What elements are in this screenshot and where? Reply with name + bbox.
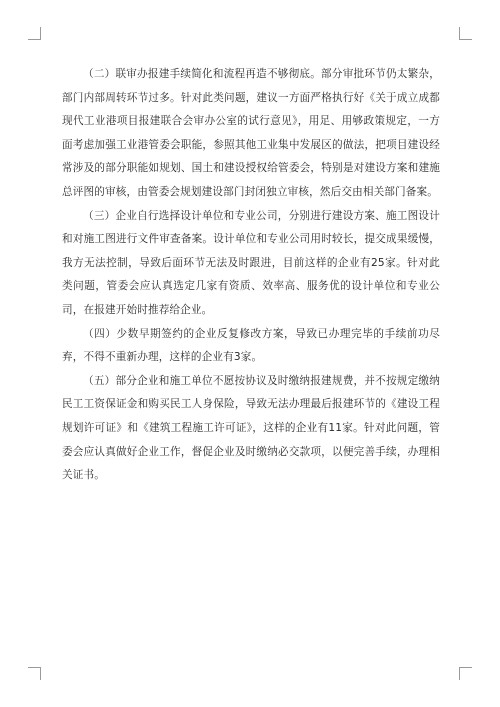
crop-mark-bottom-left <box>28 667 41 680</box>
document-body <box>62 63 440 488</box>
paragraph-four: （四）少数早期签约的企业反复修改方案，导致已办理完毕的手续前功尽弃，不得不重新办理，这样的企业有3家。 <box>62 327 440 364</box>
paragraph-two: （二）联审办报建手续简化和流程再造不够彻底。部分审批环节仍太繁杂，部门内部周转环节过多。针对此类问题，建议一方面严格执行好《关于成立成都现代工业港项目报建联合会审办公室的试行意见》，用足、用够政策规定，一方面考虑加强工业港管委会职能，参照其他工业集中发展区的做法，把项目建设经常涉及的部分职能如规划、国土和建设授权给管委会，特别是对建设方案和建施总评图的审核，由管委会规划建设部门封闭独立审核，然后交由相关部门备案。 <box>62 68 440 198</box>
paragraph-three: （三）企业自行选择设计单位和专业公司，分别进行建设方案、施工图设计和对施工图进行文件审查备案。设计单位和专业公司用时较长，提交成果缓慢，我方无法控制，导致后面环节无法及时跟进，目前这样的企业有25家。针对此类问题，管委会应认真选定几家有资质、效率高、服务优的设计单位和专业公司，在报建开始时推荐给企业。 <box>62 209 440 316</box>
paragraph-five: （五）部分企业和施工单位不愿按协议及时缴纳报建规费，并不按规定缴纳民工工资保证金和购买民工人身保险，导致无法办理最后报建环节的《建设工程规划许可证》和《建筑工程施工许可证》，这样的企业有11家。针对此问题，管委会应认真做好企业工作，督促企业及时缴纳必交款项，以便完善手续，办理相关证书。 <box>62 374 440 482</box>
crop-mark-top-left <box>28 27 41 40</box>
crop-mark-bottom-right <box>459 667 472 680</box>
crop-mark-top-right <box>459 27 472 40</box>
